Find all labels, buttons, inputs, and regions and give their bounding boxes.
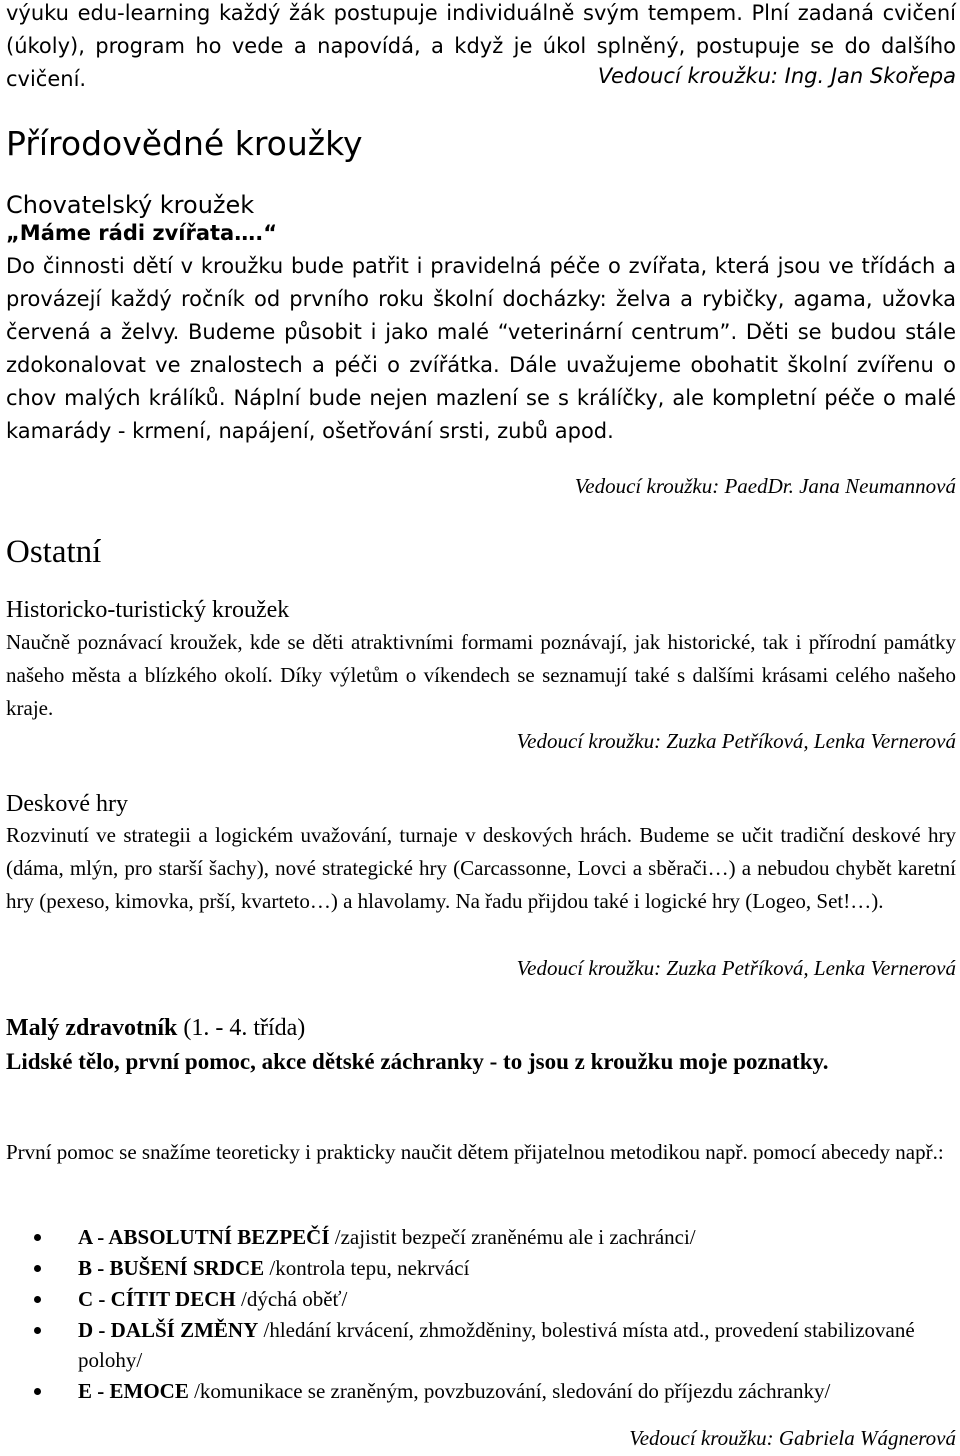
breeding-description: Do činnosti dětí v kroužku bude patřit i pravidelná péče o zvířata, která jsou ve třídách a provázejí každý ročník od prvního roku školní docházky: želva a rybičky, agama, užovka červená a želvy. Budeme působit i jako malé “veterinární centrum”. Děti se budou stále zdokonalovat ve znalostech a péči o zvířátka. Dále uvažujeme obohatit školní zvířenu o chov malých králíků. Náplní bude nejen mazlení se s králíčky, ale kompletní péče o malé kamarády - krmení, napájení, ošetřování srsti, zubů apod. xyxy=(6,254,956,443)
section-heading-science: Přírodovědné kroužky xyxy=(6,124,363,163)
medic-description: První pomoc se snažíme teoreticky i prakticky naučit dětem přijatelnou metodikou např. pomocí abecedy např.: xyxy=(6,1140,944,1164)
list-item xyxy=(6,1222,956,1252)
intro-paragraph: výuku edu-learning každý žák postupuje individuálně svým tempem. Plní zadaná cvičení (úkoly), program ho vede a napovídá, a když je úkol splněný, postupuje se do dalšího cvičení. xyxy=(6,1,956,91)
bullet-icon xyxy=(34,1388,41,1395)
list-item-desc: /zajistit bezpečí zraněnému ale i zachránci/ xyxy=(329,1225,696,1249)
medic-subtitle: Lidské tělo, první pomoc, akce dětské záchranky - to jsou z kroužku moje poznatky. xyxy=(6,1049,829,1074)
bullet-icon xyxy=(34,1296,41,1303)
history-description: Naučně poznávací kroužek, kde se děti atraktivními formami poznávají, jak historické, tak i přírodní památky našeho města a blízkého okolí. Díky výletům o víkendech se seznamují také s dalšími krásami celého našeho kraje. xyxy=(6,630,956,720)
club-subtitle-breeding: „Máme rádi zvířata….“ xyxy=(6,221,278,245)
medic-leader: Vedoucí kroužku: Gabriela Wágnerová xyxy=(629,1426,956,1450)
club-title-history: Historicko-turistický kroužek xyxy=(6,597,290,623)
list-item xyxy=(6,1315,956,1375)
club-title-medic xyxy=(6,1011,956,1045)
list-item-desc: /hledání krvácení, zhmožděniny, bolestivá místa atd., provedení stabilizované polohy/ xyxy=(78,1318,915,1372)
list-item-desc: /dýchá oběť/ xyxy=(235,1287,348,1311)
list-item-desc: /komunikace se zraněným, povzbuzování, sledování do příjezdu záchranky/ xyxy=(188,1379,831,1403)
list-item-term: B - BUŠENÍ SRDCE xyxy=(78,1256,265,1280)
medic-title: Malý zdravotník xyxy=(6,1015,178,1041)
breeding-leader: Vedoucí kroužku: PaedDr. Jana Neumannová xyxy=(574,474,956,498)
boardgames-leader: Vedoucí kroužku: Zuzka Petříková, Lenka Vernerová xyxy=(516,956,956,980)
bullet-icon xyxy=(34,1265,41,1272)
medic-grade: (1. - 4. třída) xyxy=(183,1015,306,1041)
medic-abc-list xyxy=(6,1222,956,1406)
boardgames-description: Rozvinutí ve strategii a logickém uvažování, turnaje v deskových hrách. Budeme se učit tradiční deskové hry (dáma, mlýn, pro starší šachy), nové strategické hry (Carcassonne, Lovci a sběrači…) a nebudou chybět karetní hry (pexeso, kimovka, prší, kvarteto…) a hlavolamy. Na řadu přijdou také i logické hry (Logeo, Set!…). xyxy=(6,823,956,913)
list-item xyxy=(6,1376,956,1406)
list-item xyxy=(6,1284,956,1314)
list-item-desc: /kontrola tepu, nekrvácí xyxy=(264,1256,470,1280)
history-leader: Vedoucí kroužku: Zuzka Petříková, Lenka Vernerová xyxy=(516,729,956,753)
list-item-term: D - DALŠÍ ZMĚNY xyxy=(78,1318,259,1342)
club-title-breeding: Chovatelský kroužek xyxy=(6,191,255,219)
list-item-term: C - CÍTIT DECH xyxy=(78,1287,236,1311)
list-item xyxy=(6,1253,956,1283)
club-title-boardgames: Deskové hry xyxy=(6,791,128,817)
intro-leader: Vedoucí kroužku: Ing. Jan Skořepa xyxy=(597,64,956,88)
bullet-icon xyxy=(34,1234,41,1241)
list-item-term: A - ABSOLUTNÍ BEZPEČÍ xyxy=(78,1225,330,1249)
bullet-icon xyxy=(34,1327,41,1334)
section-heading-other: Ostatní xyxy=(6,534,102,570)
list-item-term: E - EMOCE xyxy=(78,1379,189,1403)
